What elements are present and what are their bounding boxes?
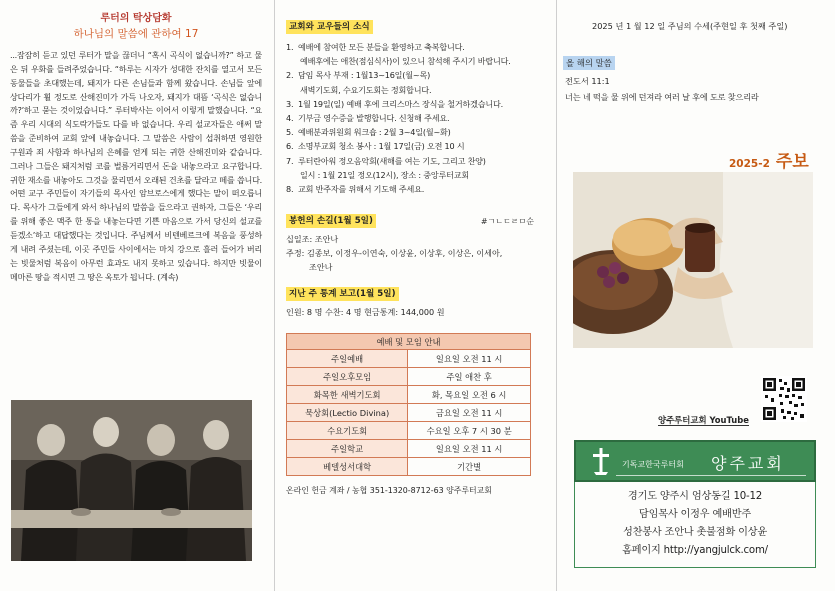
verse-reference: 전도서 11:1 — [565, 76, 610, 86]
news-item-number: 2. — [286, 70, 294, 81]
news-item-number: 3. — [286, 98, 294, 109]
schedule-event: 화목한 새벽기도회 — [287, 386, 408, 404]
issue-title — [729, 147, 809, 172]
news-item — [286, 182, 546, 196]
elders-line: 성찬봉사 조안나 촛불점화 이상윤 — [622, 527, 768, 538]
banner-underline — [616, 475, 806, 476]
pastor-line: 담임목사 이정우 예배반주 — [638, 509, 752, 520]
schedule-event: 주일학교 — [287, 440, 408, 458]
news-column — [286, 20, 546, 496]
fold-line-left — [274, 0, 275, 591]
offering-heading: 봉헌의 손길(1월 5일) — [286, 214, 376, 228]
news-item-number: 5. — [286, 127, 294, 138]
schedule-row — [287, 458, 531, 476]
news-item — [286, 68, 546, 82]
news-item-text: 소명부교회 청소 봉사 : 1월 17일(금) 오전 10 시 — [298, 141, 465, 152]
news-item-text: 담임 목사 부재 : 1월13~16일(월~목) — [298, 70, 431, 81]
church-address: 경기도 양주시 엄상동길 10-12 — [627, 491, 763, 502]
luther-subtitle: 하나님의 말씀에 관하여 17 — [73, 28, 199, 40]
verse-text: 너는 네 떡을 물 위에 던져라 여러 날 후에 도로 찾으리라 — [565, 92, 759, 102]
news-item-number: 8. — [286, 184, 294, 195]
schedule-event: 주일예배 — [287, 350, 408, 368]
offering-heading-row — [286, 214, 546, 228]
tithe-names: 조안나 — [314, 234, 339, 245]
youtube-link[interactable] — [658, 414, 749, 426]
issue-word: 주보 — [775, 152, 809, 172]
news-item-text: 일시 : 1월 21일 정오(12시), 장소 : 중앙루터교회 — [300, 169, 469, 180]
offering-order-note: #ㄱㄴㄷㄹㅁ순 — [480, 217, 534, 227]
stats-text: 인원: 8 명 수찬: 4 명 현금통계: 144,000 원 — [286, 307, 445, 318]
news-item — [286, 54, 546, 68]
tithe-label: 십일조: — [286, 234, 313, 245]
schedule-time: 일요일 오전 11 시 — [408, 350, 531, 368]
bank-account: 온라인 헌금 계좌 / 농협 351-1320-8712-63 양주루터교회 — [286, 486, 492, 496]
news-item — [286, 111, 546, 125]
cross-icon — [592, 448, 610, 476]
news-item — [286, 83, 546, 97]
tithe-row — [286, 232, 546, 246]
news-item-number: 6. — [286, 141, 294, 152]
schedule-row — [287, 440, 531, 458]
issue-number: 2025-2 — [729, 158, 770, 170]
schedule-row — [287, 368, 531, 386]
news-item-text: 기부금 영수증을 발행합니다. 신청해 주세요. — [298, 113, 450, 124]
news-item — [286, 40, 546, 54]
news-item — [286, 139, 546, 153]
stats-heading: 지난 주 통계 보고(1월 5일) — [286, 287, 399, 301]
qr-code-icon[interactable] — [761, 376, 807, 422]
news-item-text: 교회 반주자를 위해서 기도해 주세요. — [298, 184, 425, 195]
verse-heading: 올 해의 말씀 — [563, 56, 615, 70]
weekly-label: 주정: — [286, 248, 305, 259]
weekly-names-continued: 조안나 — [309, 262, 333, 273]
church-info — [574, 482, 816, 568]
news-item — [286, 154, 546, 168]
news-item-text: 새벽기도회, 수요기도회는 정회합니다. — [300, 84, 432, 95]
bread-and-cup-photo — [573, 172, 813, 348]
schedule-event: 수요기도회 — [287, 422, 408, 440]
schedule-table — [286, 333, 531, 476]
schedule-event: 베델성서대학 — [287, 458, 408, 476]
schedule-heading: 예배 및 모임 안내 — [287, 334, 531, 350]
schedule-time: 금요일 오전 11 시 — [408, 404, 531, 422]
homepage-link[interactable]: 홈페이지 http://yangjulck.com/ — [622, 545, 768, 556]
schedule-row — [287, 386, 531, 404]
denomination-name: 기독교한국루터회 — [622, 460, 684, 469]
news-item-number: 4. — [286, 113, 294, 124]
news-item-text: 예배에 참여한 모든 분들을 환영하고 축복합니다. — [298, 42, 465, 52]
luther-title: 루터의 탁상담화 — [100, 13, 172, 24]
schedule-time: 주일 애찬 후 — [408, 368, 531, 386]
fold-line-right — [556, 0, 557, 591]
news-item-text: 1월 19일(일) 예배 후에 크리스마스 장식을 철거하겠습니다. — [298, 98, 503, 109]
schedule-row — [287, 350, 531, 368]
news-heading: 교회와 교우들의 소식 — [286, 20, 373, 34]
schedule-time: 수요일 오후 7 시 30 분 — [408, 422, 531, 440]
news-item-number: 7. — [286, 155, 294, 166]
news-item-text: 루터란아워 정오음악회(새해를 여는 기도, 그리고 찬양) — [298, 155, 486, 166]
youtube-label: 양주루터교회 YouTube — [658, 415, 749, 425]
weekly-names: 김종보, 이정우-이연숙, 이상윤, 이상후, 이상은, 이세아, — [306, 248, 503, 259]
schedule-event: 묵상회(Lectio Divina) — [287, 404, 408, 422]
news-list — [286, 40, 546, 196]
news-item — [286, 168, 546, 182]
weekly-offering-row — [286, 246, 546, 260]
news-item-number: 1. — [286, 42, 294, 52]
church-banner — [574, 440, 816, 482]
news-item — [286, 125, 546, 139]
schedule-event: 주일오후모임 — [287, 368, 408, 386]
schedule-row — [287, 422, 531, 440]
church-name: 양주교회 — [711, 454, 785, 473]
luther-table-painting — [11, 400, 252, 561]
schedule-time: 기간별 — [408, 458, 531, 476]
news-item-text: 예배후에는 애찬(점심식사)이 있으니 참석해 주시기 바랍니다. — [300, 56, 511, 67]
news-item-text: 예배분과위원회 워크숍 : 2월 3~4일(월~화) — [298, 127, 451, 138]
luther-body-text: ...잠잠히 듣고 있던 루터가 말을 끊더니 “혹시 곡식이 없습니까?” 하고 물은 뒤 우화를 들려주었습니다. “하루는 시자가 성대한 잔치를 열고서 모든 동물들을 초대했는데, 돼지가 다른 손님들과 함께 왔습니다. 손님들 앞에 상다리가 휠 정도로 산해진미가 가득 나오자, 돼지가 대뜸 ‘곡식은 없습니까?’하고 묻는 것이었습니다.” 루터박사는 이어서 이렇게 말했습니다. “요즘 우리 시대의 식도락가들도 다를 바 없습니다. 우리 설교자들은 애써 말씀을 준비하여 교회 앞에 내놓습니다. 그 말씀은 사람이 섭취하면 영원한 구원과 죄 사함과 하나님의 은혜를 얻게 되는 귀한 산해진미와 같습니다. 그러나 그들은 돼지처럼 코를 벌름거리면서 돈을 내놓으라고 요구합니다. 귀한 재소를 내놓아도 그것을 물리면서 오래된 건초를 달라고 떼를 씁니다. 어떤 교구 주민들이 자기들의 목사인 암브로스에게 했다는 말이 떠오릅니다. 목사가 그들에게 와서 하나님의 말씀을 들으라고 권하자, 그들은 ‘우리를 위해 좋은 맥주 한 통을 내놓는다면 기쁜 마음으로 가서 당신의 설교를 듣겠소’하고 대답했다는 것입니다. 주님께서 비텐베르크에 복음을 풍성하게 내려 주셨는데, 이곳 주민들 사이에서는 마치 강으로 흘러 들어가 버리는 빗물처럼 복음이 아무런 효과도 내지 못하고 있습니다. 하지만 빗물이 메마른 땅을 적시면 그 땅은 옥토가 됩니다. (계속) — [10, 50, 262, 282]
schedule-time: 화, 목요일 오전 6 시 — [408, 386, 531, 404]
schedule-row — [287, 404, 531, 422]
schedule-time: 일요일 오전 11 시 — [408, 440, 531, 458]
news-item — [286, 97, 546, 111]
luther-column — [10, 8, 262, 284]
service-date: 2025 년 1 월 12 일 주님의 수세(주현일 후 첫째 주일) — [592, 21, 788, 31]
